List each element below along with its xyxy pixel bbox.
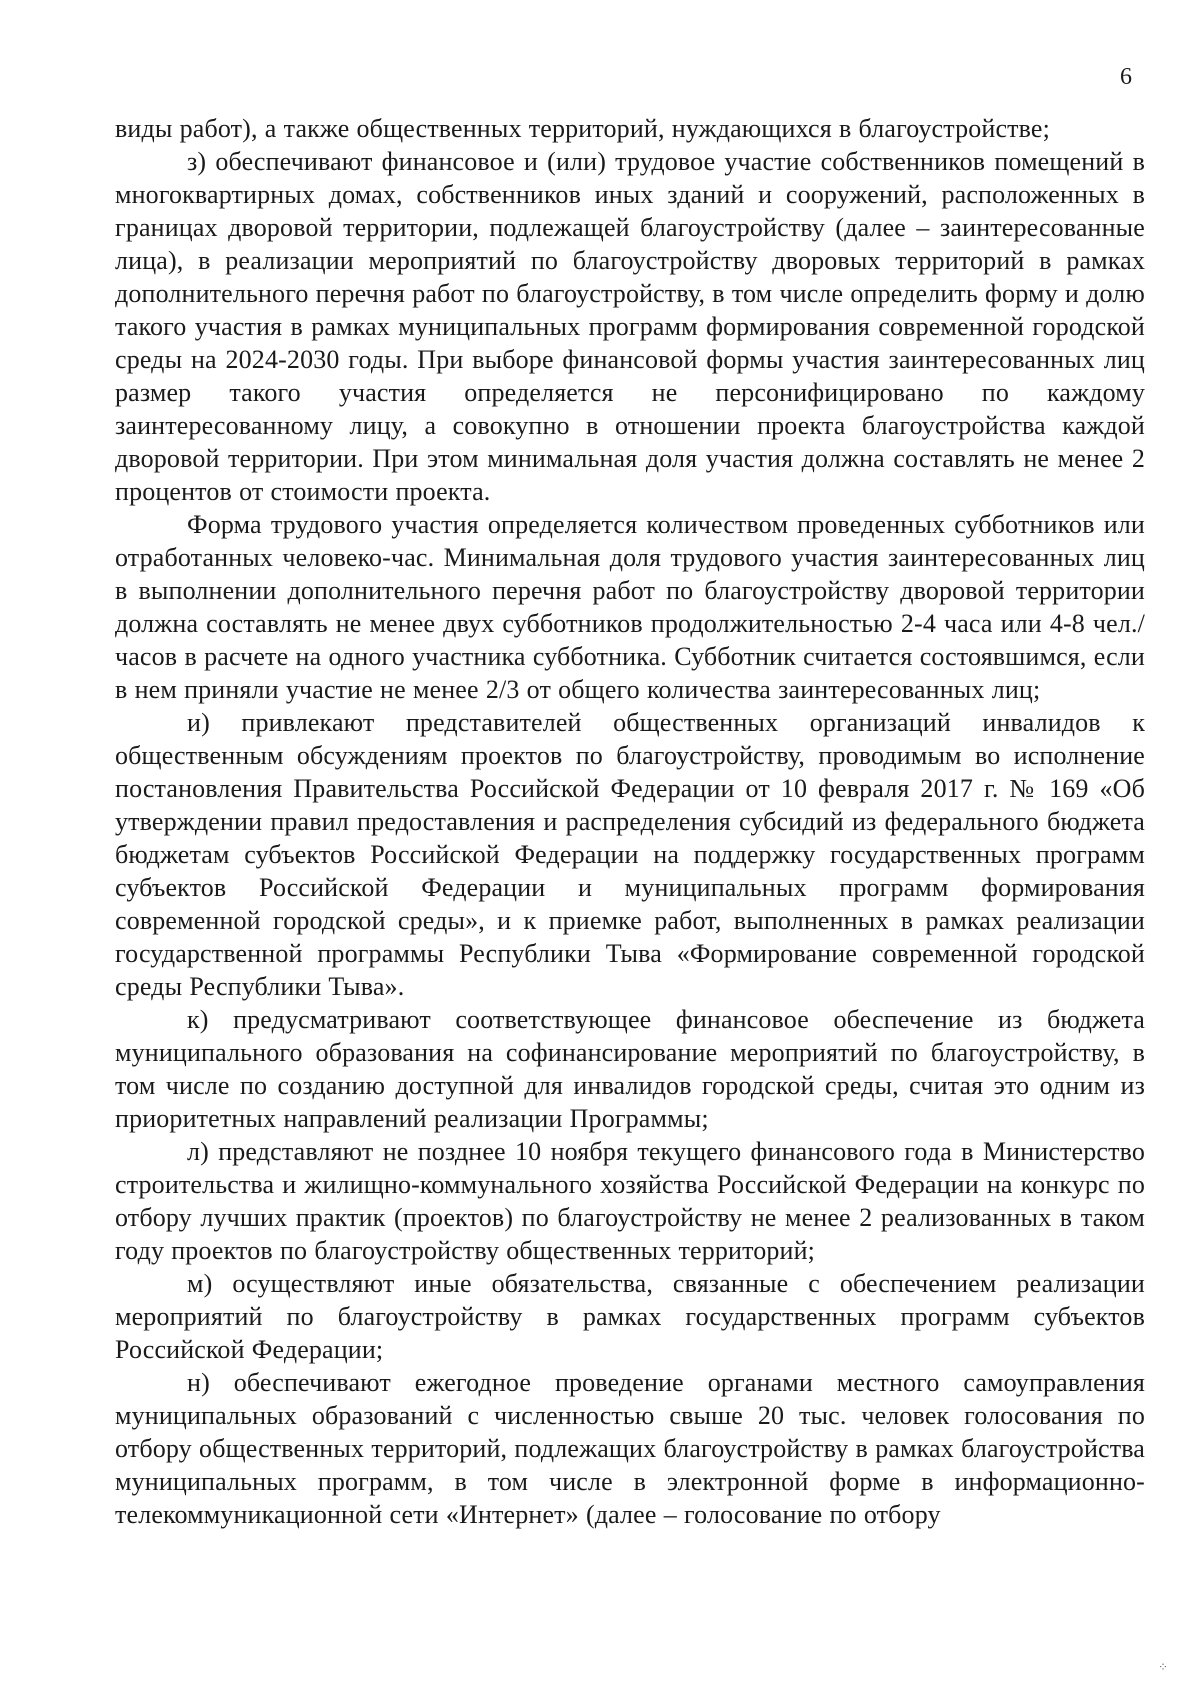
scan-mark: ⁘ [1158,1660,1171,1674]
paragraph-item-i: и) привлекают представителей общественных организаций инвалидов к общественным обсуждениям проектов по благоустройству, проводимым во исполнение постановления Правительства Российской Федерации от 10 февраля 2017 г. № 169 «Об утверждении правил предоставления и распределения субсидий из федерального бюджета бюджетам субъектов Российской Федерации на поддержку государственных программ субъектов Российской Федерации и муниципальных программ формирования современной городской среды», и к приемке работ, выполненных в рамках реализации государственной программы Республики Тыва «Формирование современной городской среды Республики Тыва». [115,708,1145,1001]
paragraph-item-k: к) предусматривают соответствующее финансовое обеспечение из бюджета муниципального образования на софинансирование мероприятий по благоустройству, в том числе по созданию доступной для инвалидов городской среды, считая это одним из приоритетных направлений реализации Программы; [115,1005,1145,1133]
paragraph-labor-participation: Форма трудового участия определяется количеством проведенных субботников или отработанных человеко-час. Минимальная доля трудового участия заинтересованных лиц в выполнении дополнительного перечня работ по благоустройству дворовой территории должна составлять не менее двух субботников продолжительностью 2-4 часа или 4-8 чел./часов в расчете на одного участника субботника. Субботник считается состоявшимся, если в нем приняли участие не менее 2/3 от общего количества заинтересованных лиц; [115,510,1145,704]
paragraph-item-l: л) представляют не позднее 10 ноября текущего финансового года в Министерство строительства и жилищно-коммунального хозяйства Российской Федерации на конкурс по отбору лучших практик (проектов) по благоустройству не менее 2 реализованных в таком году проектов по благоустройству общественных территорий; [115,1137,1145,1265]
page-number: 6 [1120,64,1132,90]
paragraph-item-z: з) обеспечивают финансовое и (или) трудовое участие собственников помещений в многоквартирных домах, собственников иных зданий и сооружений, расположенных в границах дворовой территории, подлежащей благоустройству (далее – заинтересованные лица), в реализации мероприятий по благоустройству дворовых территорий в рамках дополнительного перечня работ по благоустройству, в том числе определить форму и долю такого участия в рамках муниципальных программ формирования современной городской среды на 2024-2030 годы. При выборе финансовой формы участия заинтересованных лиц размер такого участия определяется не персонифицировано по каждому заинтересованному лицу, а совокупно в отношении проекта благоустройства каждой дворовой территории. При этом минимальная доля участия должна составлять не менее 2 процентов от стоимости проекта. [115,147,1145,506]
paragraph-item-n: н) обеспечивают ежегодное проведение органами местного самоуправления муниципальных образований с численностью свыше 20 тыс. человек голосования по отбору общественных территорий, подлежащих благоустройству в рамках благоустройства муниципальных программ, в том числе в электронной форме в информационно-телекоммуникационной сети «Интернет» (далее – голосование по отбору [115,1368,1145,1529]
paragraph-continuation: виды работ), а также общественных территорий, нуждающихся в благоустройстве; [115,114,1050,143]
paragraph-item-m: м) осуществляют иные обязательства, связанные с обеспечением реализации мероприятий по благоустройству в рамках государственных программ субъектов Российской Федерации; [115,1269,1145,1364]
document-body [115,112,1145,1531]
